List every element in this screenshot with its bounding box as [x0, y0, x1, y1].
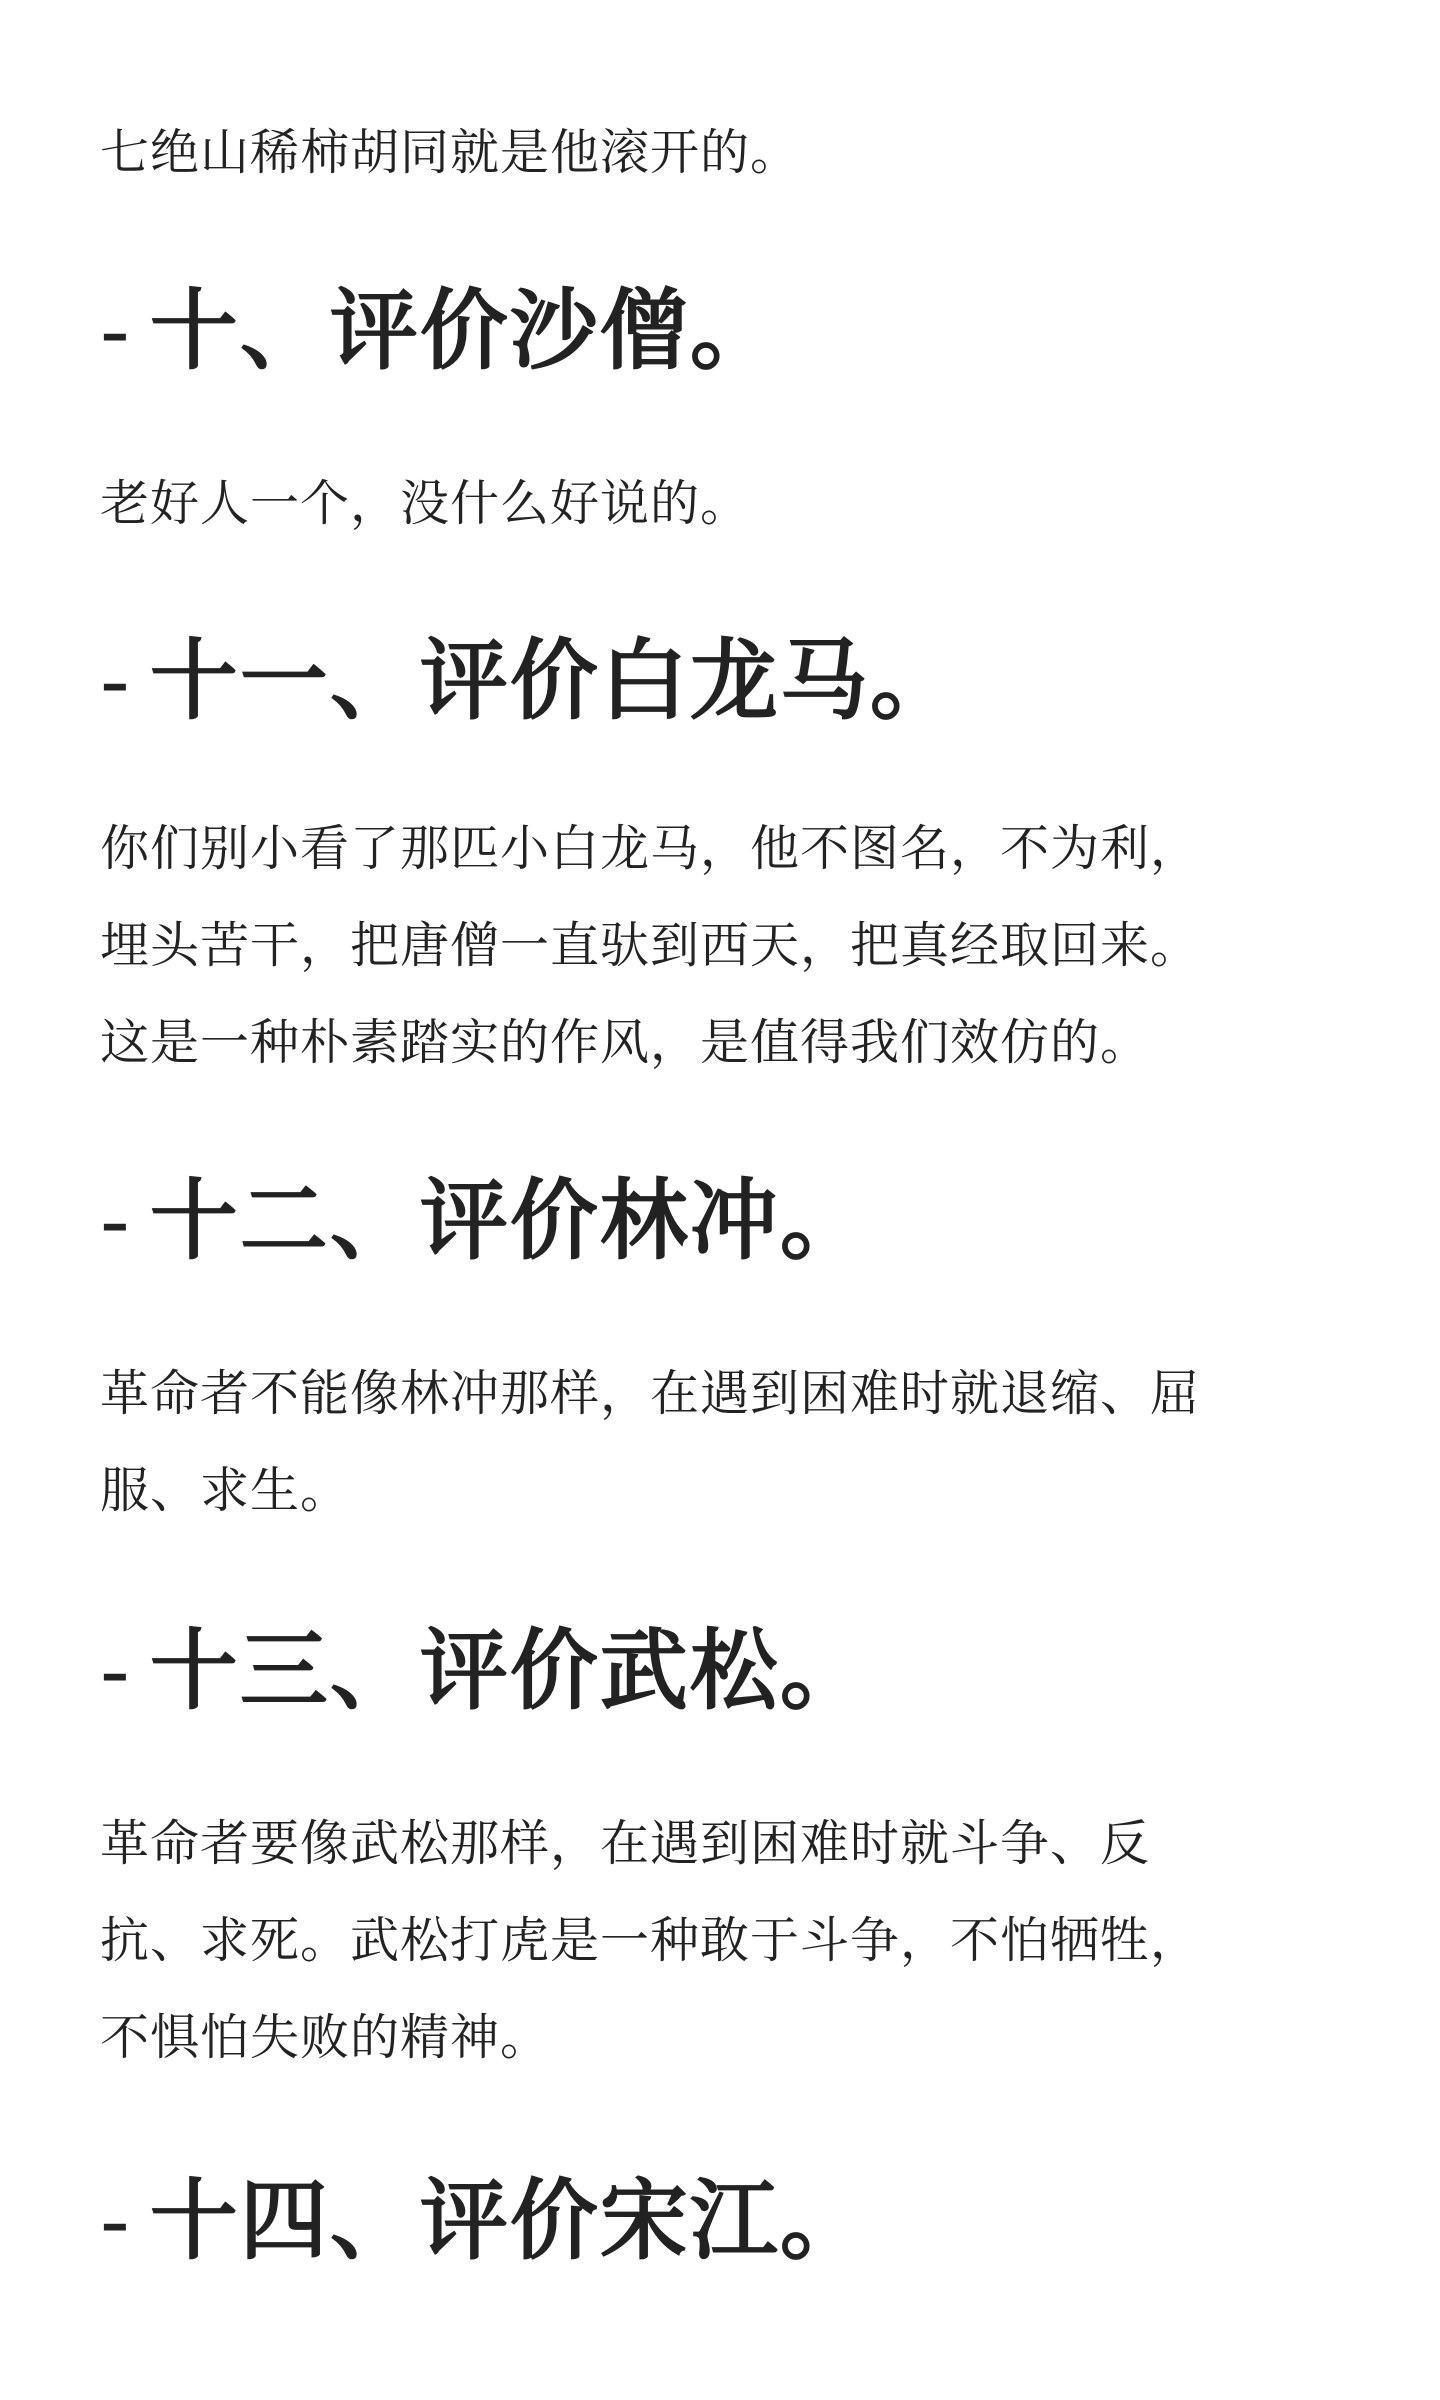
- section-heading-wusong: [100, 1615, 870, 1726]
- section-paragraph-wusong: [100, 1795, 1200, 2086]
- list-dash: -: [100, 629, 132, 732]
- paragraph-line: 这是一种朴素踏实的作风，是值得我们效仿的。: [100, 1014, 1151, 1071]
- paragraph-line: 你们别小看了那匹小白龙马，他不图名，不为利，: [100, 820, 1201, 877]
- list-dash: -: [100, 279, 132, 382]
- list-dash: -: [100, 1169, 132, 1272]
- paragraph-line: 革命者不能像林冲那样，在遇到困难时就退缩、屈: [100, 1365, 1201, 1422]
- heading-text: 十、评价沙僧。: [149, 278, 780, 382]
- section-heading-bailongma: [100, 625, 960, 736]
- list-dash: -: [100, 1619, 132, 1722]
- heading-text: 十一、评价白龙马。: [149, 628, 960, 732]
- intro-paragraph: [100, 104, 800, 201]
- paragraph-line: 不惧怕失败的精神。: [100, 2009, 551, 2066]
- section-paragraph-shaseng: [100, 455, 750, 552]
- section-paragraph-linchong: [100, 1345, 1200, 1539]
- paragraph-line: 革命者要像武松那样，在遇到困难时就斗争、反: [100, 1815, 1151, 1872]
- heading-text: 十四、评价宋江。: [149, 2168, 870, 2272]
- list-dash: -: [100, 2169, 132, 2272]
- paragraph-line: 埋头苦干，把唐僧一直驮到西天，把真经取回来。: [100, 917, 1201, 974]
- paragraph-line: 抗、求死。武松打虎是一种敢于斗争，不怕牺牲，: [100, 1912, 1201, 1969]
- section-paragraph-bailongma: [100, 800, 1200, 1091]
- paragraph-line: 七绝山稀柿胡同就是他滚开的。: [100, 124, 801, 181]
- paragraph-line: 服、求生。: [100, 1462, 351, 1519]
- section-heading-shaseng: [100, 275, 780, 386]
- paragraph-line: 老好人一个，没什么好说的。: [100, 475, 751, 532]
- heading-text: 十二、评价林冲。: [149, 1168, 870, 1272]
- section-heading-linchong: [100, 1165, 870, 1276]
- heading-text: 十三、评价武松。: [149, 1618, 870, 1722]
- section-heading-songjiang: [100, 2165, 870, 2276]
